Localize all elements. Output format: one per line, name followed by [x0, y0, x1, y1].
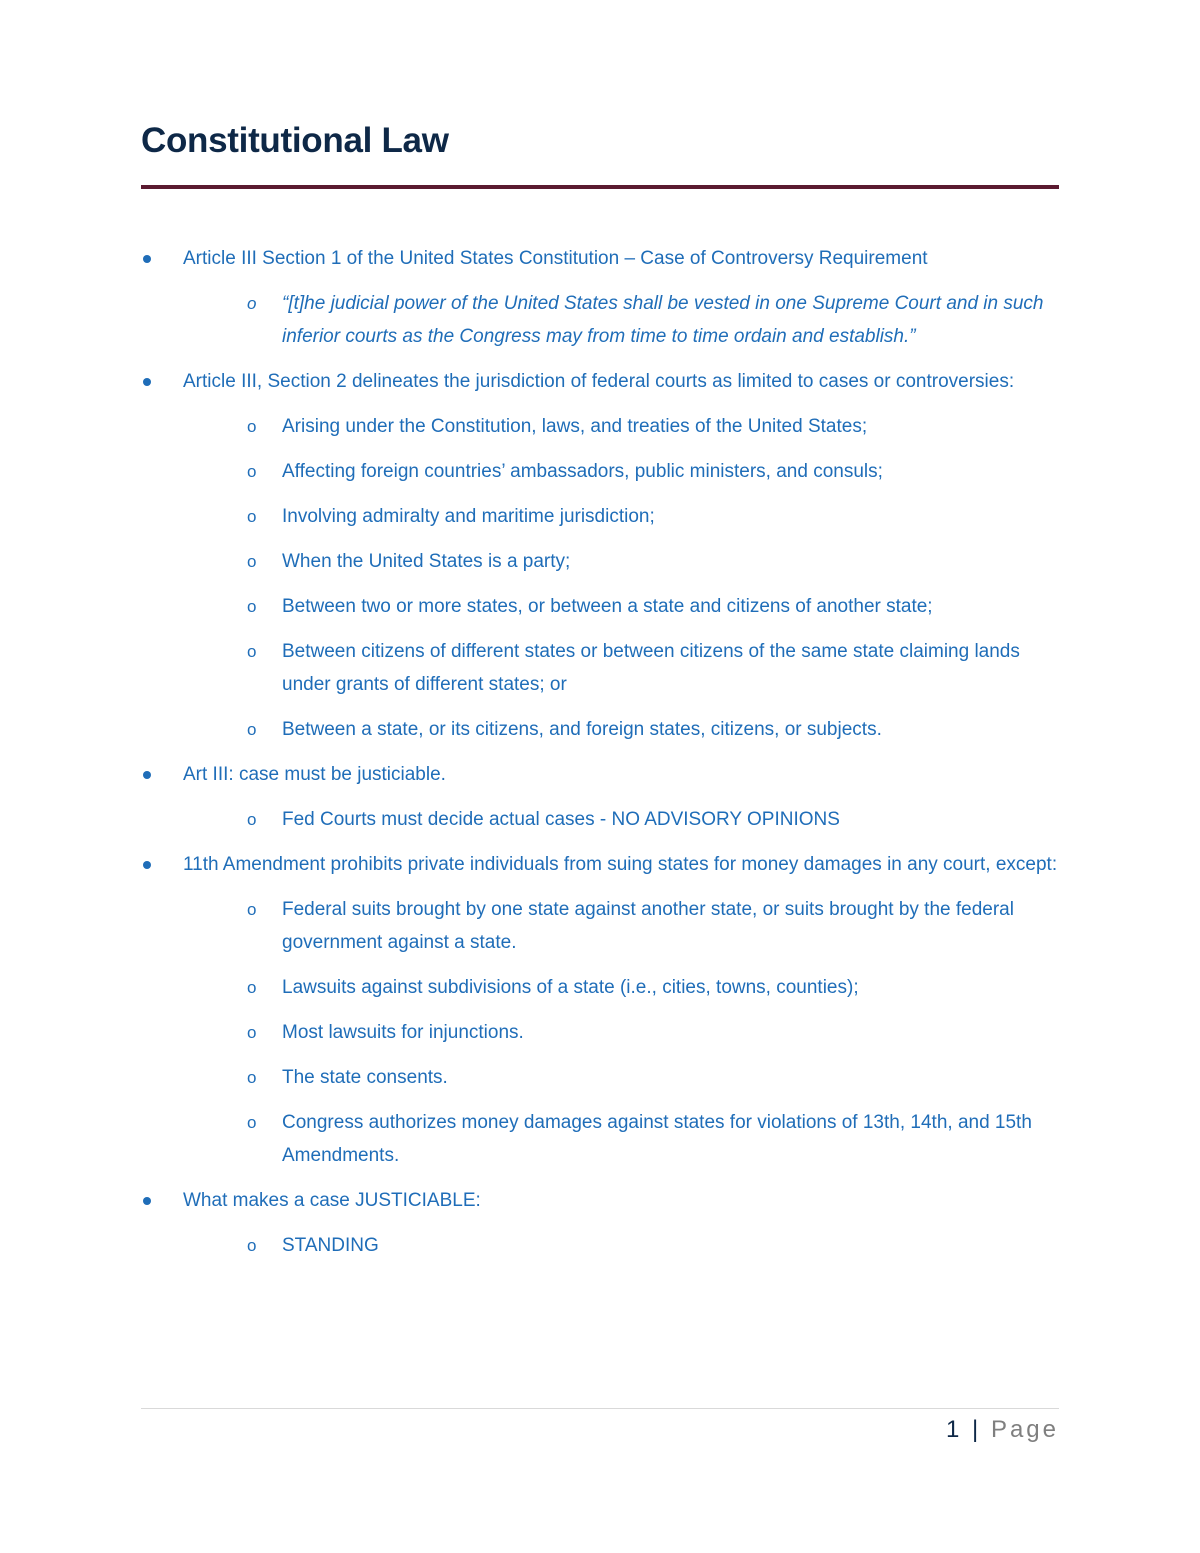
- sub-item-text: Involving admiralty and maritime jurisdiction;: [282, 506, 655, 527]
- sub-list-item: [141, 545, 1059, 578]
- sub-bullet-marker: o: [247, 462, 257, 481]
- sub-list-item: [141, 1229, 1059, 1262]
- document-body: [141, 242, 1059, 1274]
- footer-separator: |: [972, 1416, 982, 1443]
- sub-bullet-marker: o: [247, 1236, 257, 1255]
- sub-list-item: [141, 971, 1059, 1004]
- sub-item-text: Lawsuits against subdivisions of a state (i.e., cities, towns, counties);: [282, 977, 859, 998]
- sub-bullet-marker: o: [247, 810, 257, 829]
- sub-item-text: Congress authorizes money damages against states for violations of 13th, 14th, and 15th Amendments.: [282, 1112, 1032, 1166]
- list-item: Article III Section 1 of the United States Constitution – Case of Controversy Requirement: [141, 242, 1059, 275]
- list-item: Article III, Section 2 delineates the jurisdiction of federal courts as limited to cases or controversies:: [141, 365, 1059, 398]
- sub-item-text: STANDING: [282, 1235, 379, 1256]
- sub-item-text: Arising under the Constitution, laws, and treaties of the United States;: [282, 416, 868, 437]
- sub-bullet-marker: o: [247, 294, 257, 313]
- list-item: 11th Amendment prohibits private individuals from suing states for money damages in any court, except:: [141, 848, 1059, 881]
- page-footer: [946, 1412, 1059, 1448]
- sub-bullet-marker: o: [247, 720, 257, 739]
- sub-list-item: [141, 1106, 1059, 1172]
- sub-item-text: When the United States is a party;: [282, 551, 571, 572]
- sub-bullet-marker: o: [247, 1023, 257, 1042]
- sub-bullet-marker: o: [247, 900, 257, 919]
- sub-item-text: Between citizens of different states or between citizens of the same state claiming lands under grants of different states; or: [282, 641, 1020, 695]
- sub-list-item: [141, 803, 1059, 836]
- sub-item-text: Federal suits brought by one state against another state, or suits brought by the federal government against a state.: [282, 899, 1014, 953]
- sub-list-item: [141, 410, 1059, 443]
- sub-list-item: [141, 635, 1059, 701]
- sub-item-text: Fed Courts must decide actual cases - NO ADVISORY OPINIONS: [282, 809, 840, 830]
- title-divider: [141, 185, 1059, 189]
- sub-bullet-marker: o: [247, 1113, 257, 1132]
- footer-divider: [141, 1408, 1059, 1409]
- list-item: Art III: case must be justiciable.: [141, 758, 1059, 791]
- page-number: 1: [946, 1416, 963, 1443]
- sub-item-text: Affecting foreign countries’ ambassadors, public ministers, and consuls;: [282, 461, 883, 482]
- sub-bullet-marker: o: [247, 552, 257, 571]
- sub-bullet-marker: o: [247, 597, 257, 616]
- quote-text: “[t]he judicial power of the United States shall be vested in one Supreme Court and in such inferior courts as the Congress may from time to time ordain and establish.”: [282, 293, 1044, 347]
- sub-list-item: [141, 1016, 1059, 1049]
- sub-bullet-marker: o: [247, 1068, 257, 1087]
- page-label: Page: [990, 1416, 1059, 1443]
- sub-item-text: Most lawsuits for injunctions.: [282, 1022, 524, 1043]
- sub-item-text: Between two or more states, or between a state and citizens of another state;: [282, 596, 933, 617]
- sub-bullet-marker: o: [247, 417, 257, 436]
- list-item: What makes a case JUSTICIABLE:: [141, 1184, 1059, 1217]
- sub-list-item: [141, 713, 1059, 746]
- sub-list-item: [141, 1061, 1059, 1094]
- sub-item-text: Between a state, or its citizens, and foreign states, citizens, or subjects.: [282, 719, 882, 740]
- sub-bullet-marker: o: [247, 978, 257, 997]
- sub-bullet-marker: o: [247, 507, 257, 526]
- sub-item-text: The state consents.: [282, 1067, 448, 1088]
- sub-list-item: [141, 500, 1059, 533]
- sub-list-item: [141, 455, 1059, 488]
- sub-list-item: [141, 287, 1059, 353]
- sub-list-item: [141, 893, 1059, 959]
- sub-bullet-marker: o: [247, 642, 257, 661]
- sub-list-item: [141, 590, 1059, 623]
- page-title: Constitutional Law: [141, 121, 449, 160]
